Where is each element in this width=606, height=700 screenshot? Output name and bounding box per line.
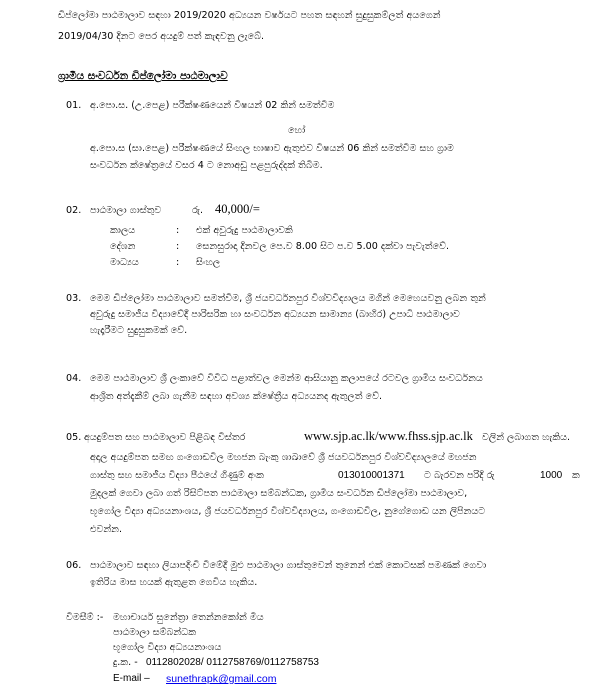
item-1-line-3: සංවර්ධන ක්ෂේත්‍රයේ වසර 4 ට නොඅඩු පළපුරුද්දක් තිබීම. (90, 160, 323, 171)
item-3-line-1: මෙම ඩිප්ලෝමා පාඨමාලාව සමත්වීම, ශ්‍රී ජයවර්ධනපුර විශ්වවිද්‍යාලය මගින් මෙහෙයවනු ලබන තුන් (90, 293, 486, 304)
item-5-line-5: භූගෝල විද්‍යා අධ්‍යයනාංශය, ශ්‍රී ජයවර්ධනපුර විශ්වවිද්‍යාලය, ගංගොඩවිල, නුගේගොඩ යන ලිපිනයට (90, 506, 486, 517)
email-link[interactable]: sunethrapk@gmail.com (166, 673, 277, 685)
item-6-line-2: ඉතිරිය මාස හයක් ඇතුළත ගෙවිය හැකිය. (90, 577, 258, 588)
item-2-number: 02. (66, 205, 82, 216)
contact-role: පාඨමාලා සම්බන්ධක (113, 627, 197, 638)
duration-value: එක් අවුරුදු පාඨමාලාවකි (196, 225, 293, 236)
item-5-line-2: අදාල අයදුම්පත සමඟ ගංගොඩවිල මහජන බැංකු ශාඛාවේ ශ්‍රී ජයවර්ධනපුර විශ්වවිද්‍යාලයේ මහජන (90, 452, 477, 463)
item-1-or: හෝ (288, 125, 306, 136)
item-5-line-3a: ගාස්තු සහ සමාජීය විද්‍යා පීඨයේ ගිණුම් අංක (90, 470, 264, 481)
item-1-line-1: අ.පො.ස. (උ.පෙළ) පරීක්ෂණයෙන් විෂයන් 02 කින් සමත්වීම (90, 100, 335, 111)
item-4-line-2: ආශ්‍රිත අත්දැකීම් ලබා ගැනීම සඳහා අවශ්‍ය ක්ෂේත්‍රීය අධ්‍යයනද ඇතුලත් වේ. (90, 391, 383, 402)
phone-label: දු.ක. - (113, 657, 138, 668)
page-title: ග්‍රාමීය සංවර්ධන ඩිප්ලෝමා පාඨමාලාව (58, 70, 228, 82)
intro-line-1: ඩිප්ලෝමා පාඨමාලාව සඳහා 2019/2020 අධ්‍යයන වර්ෂයට පහත සඳහන් සුදුසුකම්ලත් අයගෙන් (58, 10, 441, 21)
email-label: E-mail – (113, 673, 150, 684)
item-5-line-4: මුදලක් ගෙවා ලබා ගත් රිසිට්පත පාඨමාලා සම්බන්ධක, ග්‍රාමීය සංවර්ධන ඩිප්ලෝමා පාඨමාලාව, (90, 488, 468, 499)
contact-label: විමසීම් :- (66, 612, 104, 623)
contact-name: මහාචාර්ය සුනේත්‍රා තෙන්නකෝන් මිය (113, 612, 264, 623)
website-link[interactable]: www.sjp.ac.lk/www.fhss.sjp.ac.lk (304, 429, 473, 443)
item-6-line-1: පාඨමාලාව සඳහා ලියාපදිංචි වීමේදී මුළු පාඨමාලා ගාස්තුවෙන් තුනෙන් එක් කොටසක් පමණක් ගෙවා (90, 560, 487, 571)
lectures-sep: : (176, 241, 180, 252)
item-5-line-6: එවන්න. (90, 524, 123, 535)
item-3-line-2: අවුරුදු සමාජීය විද්‍යාවේදී පාරිසරික හා සංවර්ධන අධ්‍යයන සාමාන්‍ය (බාහිර) උපාධි පාඨමාලාව (90, 309, 460, 320)
fee-amount: 40,000/= (215, 202, 260, 216)
fee-label: පාඨමාලා ගාස්තුව (90, 205, 162, 216)
medium-sep: : (176, 257, 180, 268)
fee-currency: රු. (192, 205, 204, 216)
account-number: 013010001371 (338, 470, 405, 481)
item-1-number: 01. (66, 100, 82, 111)
item-6-number: 06. (66, 560, 82, 571)
duration-key: කාලය (110, 225, 136, 236)
item-5-line-3b: ට බැරවන පරිදි රු (424, 470, 495, 481)
item-4-number: 04. (66, 373, 82, 384)
lectures-value: සෙනසුරාදා දිනවල පෙ.ව 8.00 සිට ප.ව 5.00 දක්වා පැවැත්වේ. (196, 241, 450, 252)
medium-value: සිංහල (196, 257, 221, 268)
item-5-post: වලින් ලබාගත හැකිය. (482, 432, 571, 443)
item-5-pre: අයදුම්පත සහ පාඨමාලාව පිළිබඳ විස්තර (84, 432, 246, 443)
item-1-line-2: අ.පො.ස (සා.පෙළ) පරීක්ෂණයේ සිංහල භාෂාව ඇතුළුව විෂයන් 06 කින් සමත්වීම සහ ග්‍රාම (90, 143, 454, 154)
item-5-number: 05. (66, 432, 82, 443)
item-3-line-3: හැදෑරීමට සුදුසුකමක් වේ. (90, 325, 188, 336)
phone-numbers: 0112802028/ 0112758769/0112758753 (146, 657, 319, 668)
lectures-key: දේශන (110, 241, 136, 252)
duration-sep: : (176, 225, 180, 236)
item-4-line-1: මෙම පාඨමාලාව ශ්‍රී ලංකාවේ විවිධ පළාත්වල මෙන්ම ආසියානු කලාපයේ රටවල ග්‍රාමීය සංවර්ධනය (90, 373, 483, 384)
intro-line-2: 2019/04/30 දිනට පෙර අයදුම් පත් කැඳවනු ලැබේ. (58, 31, 265, 42)
medium-key: මාධ්‍යය (110, 257, 139, 268)
payment-amount: 1000 (540, 470, 563, 481)
item-5-line-3c: ක (572, 470, 580, 481)
contact-department: භූගෝල විද්‍යා අධ්‍යයනාංශය (113, 642, 222, 653)
item-3-number: 03. (66, 293, 82, 304)
